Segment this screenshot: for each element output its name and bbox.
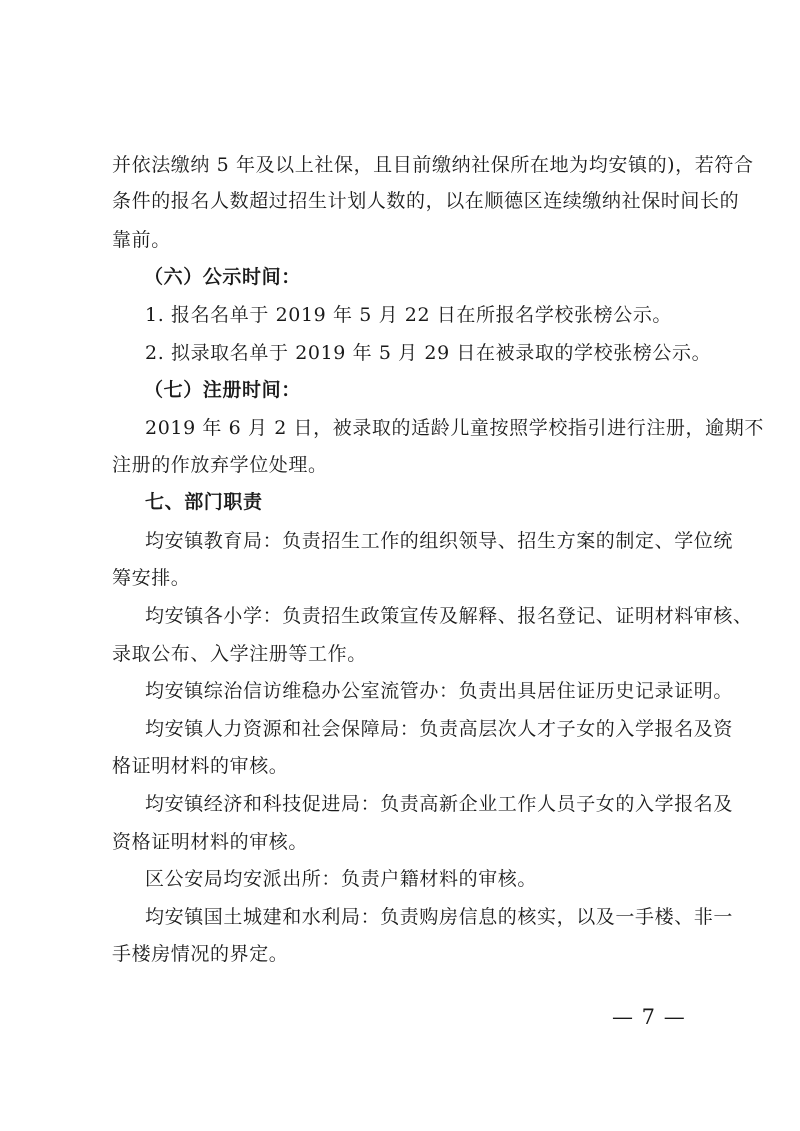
section-heading: （七）注册时间： [144,379,301,401]
body-text-line: 均安镇经济和科技促进局：负责高新企业工作人员子女的入学报名及 [145,793,734,815]
body-text-line: 2019 年 6 月 2 日，被录取的适龄儿童按照学校指引进行注册，逾期不 [145,417,764,439]
body-text-line: 注册的作放弃学位处理。 [112,454,328,476]
page-number: — 7 — [612,1005,686,1029]
body-text-line: 均安镇人力资源和社会保障局：负责高层次人才子女的入学报名及资 [145,718,734,740]
body-text-line: 筹安排。 [112,567,191,589]
body-text-line: 资格证明材料的审核。 [112,831,309,853]
body-text-line: 靠前。 [112,229,171,251]
body-text-line: 并依法缴纳 5 年及以上社保，且目前缴纳社保所在地为均安镇的)，若符合 [112,154,754,176]
body-text-line: 均安镇国土城建和水利局：负责购房信息的核实，以及一手楼、非一 [145,906,734,928]
body-text-line: 区公安局均安派出所：负责户籍材料的审核。 [145,868,538,890]
section-heading: （六）公示时间： [144,266,301,288]
list-item: 2. 拟录取名单于 2019 年 5 月 29 日在被录取的学校张榜公示。 [145,342,712,364]
list-item: 1. 报名名单于 2019 年 5 月 22 日在所报名学校张榜公示。 [145,304,673,326]
body-text-line: 格证明材料的审核。 [112,755,289,777]
body-text-line: 录取公布、入学注册等工作。 [112,643,367,665]
body-text-line: 均安镇综治信访维稳办公室流管办：负责出具居住证历史记录证明。 [145,680,734,702]
body-text-line: 手楼房情况的界定。 [112,943,289,965]
body-text-line: 均安镇教育局：负责招生工作的组织领导、招生方案的制定、学位统 [145,530,734,552]
section-heading: 七、部门职责 [145,491,263,513]
body-text-line: 条件的报名人数超过招生计划人数的，以在顺德区连续缴纳社保时间长的 [112,190,740,212]
body-text-line: 均安镇各小学：负责招生政策宣传及解释、报名登记、证明材料审核、 [145,605,753,627]
